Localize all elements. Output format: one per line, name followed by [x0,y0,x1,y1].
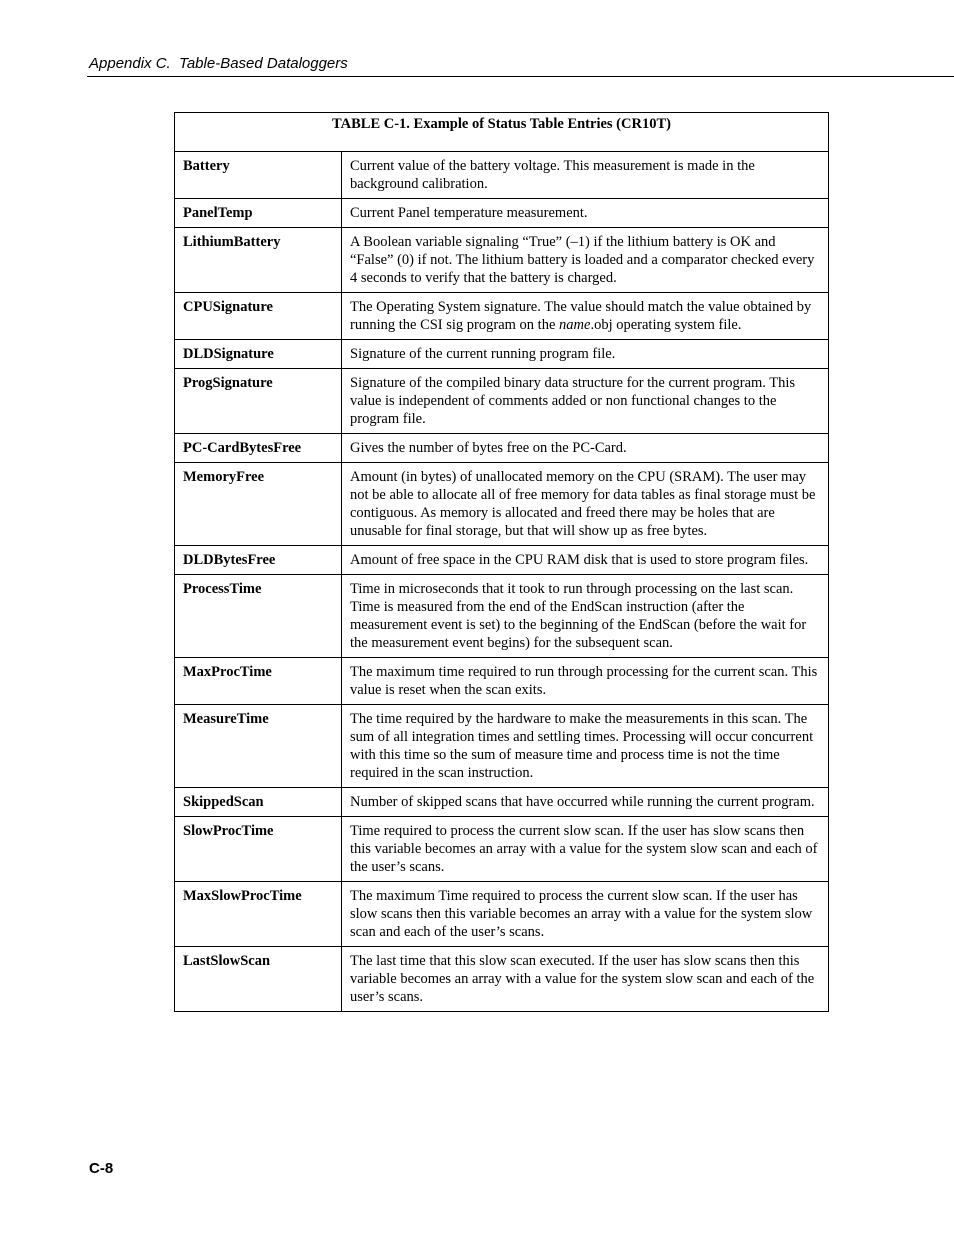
table-row [175,228,829,293]
entry-name: Battery [175,152,342,199]
entry-name: MeasureTime [175,705,342,788]
table-row [175,369,829,434]
entry-description: Time required to process the current slow scan. If the user has slow scans then this variable becomes an array with a value for the system slow scan and each of the user’s scans. [342,817,829,882]
table-row [175,199,829,228]
description-italic-text: name [559,317,591,333]
entry-name: ProgSignature [175,369,342,434]
entry-name: MemoryFree [175,463,342,546]
entry-description: Current Panel temperature measurement. [342,199,829,228]
status-table [174,112,829,1012]
entry-name: MaxProcTime [175,658,342,705]
entry-description [342,293,829,340]
entry-description: Amount (in bytes) of unallocated memory on the CPU (SRAM). The user may not be able to allocate all of free memory for data tables as final storage must be contiguous. As memory is allocated and freed there may be holes that are unusable for final storage, but that will show up as free bytes. [342,463,829,546]
table-caption-row [175,113,829,152]
entry-description: Current value of the battery voltage. This measurement is made in the background calibration. [342,152,829,199]
entry-description: Number of skipped scans that have occurred while running the current program. [342,788,829,817]
entry-description: The time required by the hardware to make the measurements in this scan. The sum of all integration times and settling times. Processing will occur concurrent with this time so the sum of measure time and process time is not the time required in the scan instruction. [342,705,829,788]
entry-description: A Boolean variable signaling “True” (–1) if the lithium battery is OK and “False” (0) if not. The lithium battery is loaded and a comparator checked every 4 seconds to verify that the battery is charged. [342,228,829,293]
entry-name: DLDBytesFree [175,546,342,575]
entry-description: The maximum Time required to process the current slow scan. If the user has slow scans then this variable becomes an array with a value for the system slow scan and each of the user’s scans. [342,882,829,947]
table-row [175,817,829,882]
entry-name: PC-CardBytesFree [175,434,342,463]
table-row [175,293,829,340]
entry-name: ProcessTime [175,575,342,658]
table-row [175,705,829,788]
table-row [175,463,829,546]
table-row [175,575,829,658]
entry-name: CPUSignature [175,293,342,340]
entry-description: The last time that this slow scan executed. If the user has slow scans then this variable becomes an array with a value for the system slow scan and each of the user’s scans. [342,947,829,1012]
entry-name: SkippedScan [175,788,342,817]
entry-name: MaxSlowProcTime [175,882,342,947]
table-row [175,434,829,463]
description-text: .obj operating system file. [590,317,742,333]
table-row [175,152,829,199]
entry-description: Gives the number of bytes free on the PC-Card. [342,434,829,463]
table-row [175,882,829,947]
entry-description: The maximum time required to run through processing for the current scan. This value is reset when the scan exits. [342,658,829,705]
entry-name: LastSlowScan [175,947,342,1012]
page-number: C-8 [89,1160,114,1177]
header-rule [87,76,954,77]
entry-description: Amount of free space in the CPU RAM disk that is used to store program files. [342,546,829,575]
entry-description: Time in microseconds that it took to run through processing on the last scan. Time is measured from the end of the EndScan instruction (after the measurement event is set) to the beginning of the EndScan (before the wait for the measurement event begins) for the subsequent scan. [342,575,829,658]
entry-name: PanelTemp [175,199,342,228]
entry-description: Signature of the current running program file. [342,340,829,369]
table-row [175,340,829,369]
entry-name: SlowProcTime [175,817,342,882]
table-row [175,947,829,1012]
table-caption: TABLE C-1. Example of Status Table Entries (CR10T) [175,113,829,152]
page-header-title: Appendix C. Table-Based Dataloggers [89,55,348,72]
description-text: The Operating System signature. The value should match the value obtained by running the CSI sig program on the [350,299,812,333]
table-row [175,658,829,705]
entry-name: DLDSignature [175,340,342,369]
table-row [175,546,829,575]
entry-name: LithiumBattery [175,228,342,293]
table-row [175,788,829,817]
entry-description: Signature of the compiled binary data structure for the current program. This value is independent of comments added or non functional changes to the program file. [342,369,829,434]
